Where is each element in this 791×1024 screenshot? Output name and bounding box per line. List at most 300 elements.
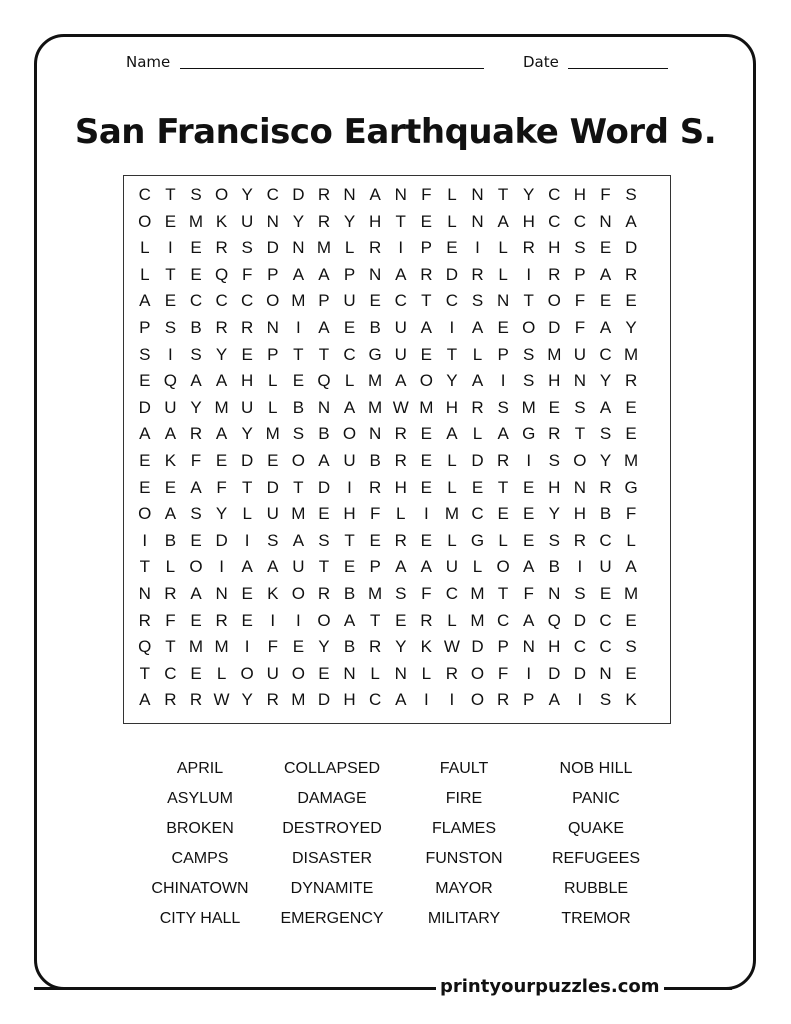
grid-letter: L: [216, 663, 227, 683]
grid-letter: A: [190, 371, 202, 391]
grid-letter: R: [215, 610, 228, 630]
grid-letter: Y: [625, 317, 637, 337]
grid-letter: T: [421, 291, 432, 311]
grid-letter: N: [394, 663, 407, 683]
grid-letter: T: [446, 344, 458, 364]
grid-letter: A: [471, 317, 484, 337]
grid-letter: T: [165, 185, 176, 204]
grid-letter: A: [395, 264, 407, 284]
grid-letter: O: [317, 610, 331, 630]
grid-letter: A: [343, 610, 356, 630]
grid-letter: E: [599, 238, 612, 258]
grid-letter: F: [190, 450, 202, 470]
word-list-item: FUNSTON: [425, 850, 503, 867]
word-list-item: MILITARY: [427, 910, 501, 927]
grid-letter: A: [497, 211, 509, 231]
grid-letter: Y: [292, 211, 305, 231]
grid-letter: L: [447, 450, 457, 470]
grid-letter: R: [189, 690, 203, 710]
grid-letter: P: [497, 637, 509, 657]
grid-letter: R: [317, 583, 331, 603]
word-list-item: REFUGEES: [551, 850, 640, 867]
grid-letter: S: [190, 504, 202, 524]
grid-letter: M: [368, 371, 383, 391]
grid-letter: C: [496, 610, 510, 630]
grid-letter: R: [624, 264, 638, 284]
grid-letter: M: [291, 291, 306, 311]
grid-letter: E: [548, 397, 560, 417]
grid-letter: Y: [599, 450, 612, 470]
grid-letter: S: [190, 185, 202, 204]
grid-letter: C: [266, 185, 279, 204]
grid-letter: S: [599, 424, 612, 444]
grid-letter: D: [573, 610, 587, 630]
grid-letter: S: [625, 185, 637, 204]
grid-letter: D: [445, 264, 459, 284]
grid-letter: Q: [138, 637, 152, 657]
grid-letter: L: [268, 371, 278, 391]
grid-letter: P: [318, 291, 330, 311]
grid-letter: T: [497, 583, 509, 603]
grid-letter: A: [625, 557, 637, 577]
grid-letter: F: [369, 504, 381, 524]
grid-letter: A: [446, 424, 458, 444]
grid-letter: L: [344, 371, 355, 391]
grid-letter: E: [343, 557, 356, 577]
grid-letter: A: [139, 424, 151, 444]
grid-letter: C: [215, 291, 228, 311]
grid-letter: M: [316, 238, 332, 258]
grid-letter: F: [421, 583, 432, 603]
footer-site-label: printyourpuzzles.com: [436, 976, 664, 997]
grid-letter: T: [139, 557, 150, 577]
puzzle-grid: [132, 182, 644, 714]
grid-letter: A: [523, 610, 535, 630]
grid-letter: N: [394, 185, 407, 204]
grid-letter: R: [548, 264, 561, 284]
grid-letter: M: [214, 397, 229, 417]
grid-letter: S: [548, 450, 560, 470]
grid-letter: F: [267, 637, 278, 657]
grid-letter: B: [343, 637, 356, 657]
grid-letter: N: [343, 185, 356, 204]
grid-letter: S: [574, 238, 586, 258]
grid-letter: I: [398, 238, 404, 258]
grid-letter: U: [599, 557, 612, 577]
grid-letter: R: [394, 450, 407, 470]
grid-letter: T: [344, 530, 355, 550]
grid-letter: E: [497, 504, 509, 524]
grid-letter: R: [394, 424, 407, 444]
grid-letter: O: [214, 185, 229, 204]
grid-letter: S: [318, 530, 330, 550]
word-list-item: CHINATOWN: [151, 880, 249, 897]
grid-letter: Y: [190, 397, 202, 417]
grid-letter: E: [420, 477, 432, 497]
grid-letter: A: [164, 504, 177, 524]
grid-letter: A: [139, 291, 151, 311]
grid-letter: D: [317, 690, 331, 710]
grid-letter: M: [444, 504, 459, 524]
grid-letter: I: [295, 317, 301, 337]
grid-letter: T: [523, 291, 534, 311]
grid-letter: H: [343, 690, 356, 710]
date-field-line: [568, 68, 668, 69]
grid-letter: I: [449, 317, 455, 337]
grid-letter: R: [266, 690, 279, 710]
grid-letter: L: [268, 397, 278, 417]
page-title: San Francisco Earthquake Word S.: [74, 112, 717, 152]
grid-letter: A: [164, 424, 177, 444]
grid-letter: R: [138, 610, 151, 630]
grid-letter: H: [445, 397, 459, 417]
grid-letter: O: [470, 663, 485, 683]
grid-letter: A: [292, 264, 305, 284]
grid-letter: I: [244, 637, 250, 657]
grid-letter: S: [497, 397, 509, 417]
grid-letter: R: [317, 211, 331, 231]
grid-letter: B: [369, 450, 381, 470]
grid-letter: O: [291, 583, 305, 603]
grid-letter: D: [266, 238, 279, 258]
grid-letter: U: [164, 397, 177, 417]
grid-letter: L: [447, 477, 457, 497]
grid-letter: L: [498, 238, 508, 258]
grid-letter: T: [318, 344, 330, 364]
grid-letter: E: [292, 371, 305, 391]
grid-letter: M: [623, 450, 639, 470]
grid-letter: R: [522, 238, 535, 258]
grid-letter: A: [215, 424, 228, 444]
grid-letter: C: [573, 211, 587, 231]
word-list-item: CAMPS: [171, 850, 229, 867]
grid-letter: D: [548, 663, 561, 683]
grid-letter: P: [523, 690, 535, 710]
grid-letter: P: [343, 264, 356, 284]
grid-letter: D: [471, 637, 484, 657]
grid-letter: M: [623, 583, 639, 603]
grid-letter: S: [471, 291, 484, 311]
grid-letter: A: [292, 530, 305, 550]
grid-letter: U: [343, 450, 356, 470]
grid-letter: H: [394, 477, 407, 497]
grid-letter: B: [190, 317, 202, 337]
grid-letter: E: [369, 530, 381, 550]
grid-letter: N: [573, 371, 587, 391]
word-list-item: EMERGENCY: [280, 910, 384, 927]
grid-letter: E: [420, 344, 432, 364]
grid-letter: N: [215, 583, 228, 603]
grid-letter: U: [241, 397, 254, 417]
grid-letter: E: [625, 397, 637, 417]
grid-letter: C: [599, 344, 612, 364]
grid-letter: E: [318, 663, 330, 683]
grid-letter: U: [445, 557, 459, 577]
grid-letter: G: [522, 424, 536, 444]
grid-letter: R: [369, 477, 382, 497]
grid-letter: M: [291, 504, 306, 524]
word-list-item: DAMAGE: [297, 790, 367, 807]
grid-letter: N: [496, 291, 510, 311]
grid-letter: Y: [241, 690, 253, 710]
grid-letter: M: [521, 397, 536, 417]
grid-letter: F: [625, 504, 637, 524]
grid-letter: H: [369, 211, 382, 231]
grid-letter: D: [292, 185, 305, 204]
grid-letter: R: [215, 317, 228, 337]
grid-letter: U: [292, 557, 305, 577]
grid-letter: O: [419, 371, 433, 391]
grid-letter: Y: [599, 371, 612, 391]
grid-letter: A: [395, 690, 407, 710]
grid-letter: T: [369, 610, 381, 630]
grid-letter: I: [270, 610, 276, 630]
grid-letter: L: [447, 610, 457, 630]
grid-letter: R: [241, 317, 254, 337]
grid-letter: U: [394, 344, 407, 364]
name-field-line: [180, 68, 484, 69]
grid-letter: E: [420, 530, 432, 550]
grid-letter: F: [600, 185, 611, 204]
grid-letter: A: [420, 317, 432, 337]
grid-letter: E: [523, 504, 535, 524]
grid-letter: S: [139, 344, 151, 364]
grid-letter: U: [266, 663, 279, 683]
grid-letter: H: [573, 185, 587, 204]
grid-letter: W: [213, 690, 230, 710]
grid-letter: C: [189, 291, 203, 311]
grid-letter: G: [470, 530, 485, 550]
grid-letter: E: [523, 477, 535, 497]
grid-letter: P: [497, 344, 509, 364]
grid-letter: I: [577, 557, 583, 577]
grid-letter: O: [291, 663, 305, 683]
grid-letter: L: [344, 238, 355, 258]
grid-letter: A: [395, 371, 407, 391]
grid-letter: H: [548, 477, 561, 497]
grid-letter: H: [241, 371, 254, 391]
grid-letter: R: [420, 264, 433, 284]
word-list-item: APRIL: [176, 760, 224, 777]
grid-letter: E: [318, 504, 330, 524]
grid-letter: Y: [215, 504, 228, 524]
grid-letter: E: [625, 424, 637, 444]
grid-letter: O: [547, 291, 561, 311]
grid-letter: L: [498, 264, 508, 284]
grid-letter: N: [369, 264, 382, 284]
grid-letter: Y: [548, 504, 560, 524]
grid-letter: E: [497, 317, 509, 337]
grid-letter: N: [292, 238, 305, 258]
grid-letter: P: [574, 264, 586, 284]
grid-letter: F: [241, 264, 253, 284]
grid-letter: K: [267, 583, 279, 603]
grid-letter: F: [421, 185, 432, 204]
grid-letter: E: [420, 450, 432, 470]
grid-letter: R: [164, 583, 177, 603]
grid-letter: E: [420, 424, 432, 444]
grid-letter: T: [574, 424, 586, 444]
grid-letter: D: [138, 397, 151, 417]
word-list-item: MAYOR: [435, 880, 493, 897]
grid-letter: I: [526, 663, 532, 683]
grid-letter: K: [164, 450, 177, 470]
grid-letter: D: [317, 477, 331, 497]
grid-letter: E: [369, 291, 381, 311]
grid-letter: E: [625, 663, 637, 683]
grid-letter: R: [317, 185, 331, 204]
grid-letter: I: [449, 690, 455, 710]
grid-letter: O: [470, 690, 485, 710]
grid-letter: E: [599, 583, 612, 603]
grid-letter: N: [599, 211, 612, 231]
grid-letter: U: [241, 211, 254, 231]
grid-letter: L: [447, 530, 457, 550]
grid-letter: L: [421, 663, 432, 683]
grid-letter: E: [523, 530, 535, 550]
grid-letter: Q: [214, 264, 229, 284]
grid-letter: A: [139, 690, 151, 710]
grid-letter: O: [342, 424, 357, 444]
grid-letter: E: [241, 344, 253, 364]
grid-letter: W: [392, 397, 409, 417]
word-list-item: TREMOR: [561, 910, 631, 927]
footer-rule-right: [652, 987, 732, 990]
grid-letter: E: [164, 211, 177, 231]
grid-letter: Y: [241, 185, 253, 204]
grid-letter: O: [138, 504, 152, 524]
grid-letter: O: [291, 450, 305, 470]
grid-letter: A: [190, 477, 202, 497]
grid-letter: O: [240, 663, 254, 683]
grid-letter: B: [343, 583, 356, 603]
grid-letter: R: [496, 690, 510, 710]
grid-letter: C: [573, 637, 587, 657]
grid-letter: L: [447, 185, 457, 204]
grid-letter: F: [574, 317, 586, 337]
grid-letter: M: [368, 583, 383, 603]
grid-letter: E: [625, 610, 637, 630]
grid-letter: C: [599, 610, 612, 630]
grid-letter: N: [471, 185, 484, 204]
word-list-item: BROKEN: [166, 820, 234, 837]
grid-letter: N: [369, 424, 382, 444]
grid-letter: E: [267, 450, 279, 470]
grid-letter: Q: [547, 610, 561, 630]
grid-letter: I: [423, 690, 429, 710]
grid-letter: T: [165, 637, 176, 657]
grid-letter: Y: [343, 211, 356, 231]
grid-letter: I: [168, 238, 173, 258]
grid-letter: E: [395, 610, 407, 630]
grid-letter: O: [266, 291, 280, 311]
grid-letter: A: [523, 557, 535, 577]
grid-letter: T: [497, 185, 509, 204]
grid-letter: E: [139, 450, 151, 470]
grid-letter: H: [522, 211, 535, 231]
grid-letter: N: [317, 397, 331, 417]
grid-letter: E: [625, 291, 637, 311]
grid-letter: S: [267, 530, 279, 550]
grid-letter: E: [241, 610, 253, 630]
grid-letter: D: [241, 450, 254, 470]
grid-letter: D: [471, 450, 484, 470]
word-list-item: FIRE: [445, 790, 483, 807]
grid-letter: O: [189, 557, 203, 577]
grid-letter: A: [599, 397, 612, 417]
grid-letter: A: [241, 557, 253, 577]
grid-letter: C: [445, 291, 459, 311]
grid-letter: D: [624, 238, 638, 258]
grid-letter: A: [318, 264, 330, 284]
grid-letter: N: [138, 583, 151, 603]
grid-letter: A: [318, 317, 330, 337]
grid-letter: B: [164, 530, 177, 550]
grid-letter: S: [574, 583, 586, 603]
grid-letter: R: [471, 264, 484, 284]
grid-letter: H: [548, 238, 561, 258]
grid-letter: S: [625, 637, 637, 657]
grid-letter: M: [368, 397, 383, 417]
grid-letter: E: [215, 450, 228, 470]
grid-letter: R: [369, 238, 382, 258]
grid-letter: P: [369, 557, 381, 577]
grid-letter: A: [190, 583, 202, 603]
grid-letter: N: [573, 477, 587, 497]
grid-letter: M: [214, 637, 229, 657]
grid-letter: S: [523, 344, 535, 364]
grid-letter: E: [139, 371, 151, 391]
word-list: [134, 758, 662, 938]
grid-letter: A: [497, 424, 509, 444]
grid-letter: T: [293, 344, 304, 364]
grid-letter: K: [215, 211, 228, 231]
grid-letter: L: [626, 530, 636, 550]
grid-letter: I: [168, 344, 173, 364]
grid-letter: A: [369, 185, 381, 204]
grid-letter: I: [526, 450, 532, 470]
grid-letter: C: [164, 663, 177, 683]
grid-letter: H: [573, 504, 587, 524]
grid-letter: U: [573, 344, 587, 364]
grid-letter: H: [548, 637, 561, 657]
grid-letter: M: [547, 344, 562, 364]
word-list-item: DYNAMITE: [290, 880, 374, 897]
grid-letter: F: [216, 477, 227, 497]
grid-letter: P: [267, 344, 279, 364]
grid-letter: Y: [318, 637, 330, 657]
grid-letter: E: [471, 477, 484, 497]
grid-letter: D: [215, 530, 228, 550]
grid-letter: I: [295, 610, 301, 630]
grid-letter: C: [548, 185, 561, 204]
grid-letter: M: [623, 344, 639, 364]
word-list-item: PANIC: [572, 790, 620, 807]
grid-letter: C: [241, 291, 254, 311]
grid-letter: E: [190, 530, 202, 550]
grid-letter: B: [369, 317, 381, 337]
grid-letter: R: [420, 610, 433, 630]
grid-letter: N: [471, 211, 484, 231]
grid-letter: O: [138, 211, 152, 231]
grid-letter: M: [419, 397, 434, 417]
grid-letter: T: [241, 477, 253, 497]
grid-letter: R: [471, 397, 484, 417]
grid-letter: M: [265, 424, 280, 444]
grid-letter: E: [190, 610, 202, 630]
grid-letter: M: [470, 583, 485, 603]
grid-letter: E: [190, 264, 202, 284]
